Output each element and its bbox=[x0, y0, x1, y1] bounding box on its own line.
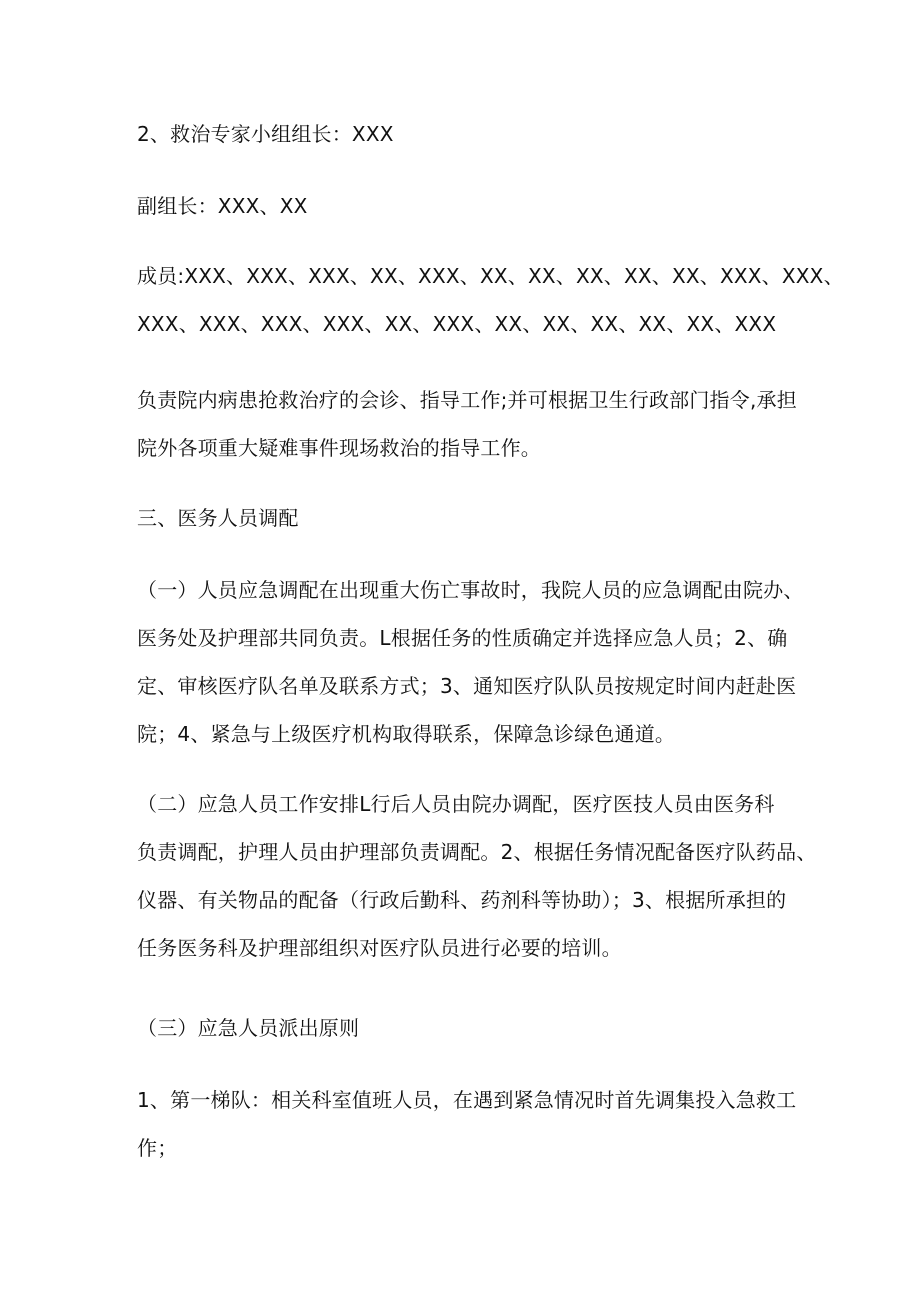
expert-group-leader bbox=[137, 110, 797, 158]
text-line: 院外各项重大疑难事件现场救治的指导工作。 bbox=[137, 436, 541, 460]
members-paragraph bbox=[137, 252, 844, 348]
text-line: 副组长：XXX、XX bbox=[137, 194, 308, 218]
section3-heading bbox=[137, 494, 797, 542]
text-line: （一）人员应急调配在出现重大伤亡事故时，我院人员的应急调配由院办、 bbox=[137, 578, 804, 602]
deputy-leader bbox=[137, 182, 797, 230]
text-line: 1、第一梯队：相关科室值班人员，在遇到紧急情况时首先调集投入急救工 bbox=[137, 1088, 797, 1112]
text-line: 负责院内病患抢救治疗的会诊、指导工作;并可根据卫生行政部门指令,承担 bbox=[137, 388, 797, 412]
text-line: 作； bbox=[137, 1136, 178, 1160]
text-line: 成员:XXX、XXX、XXX、XX、XXX、XX、XX、XX、XX、XX、XXX、XXX、 bbox=[137, 264, 844, 288]
text-line: XXX、XXX、XXX、XXX、XX、XXX、XX、XX、XX、XX、XX、XXX bbox=[137, 312, 777, 336]
subsection1-paragraph bbox=[137, 566, 804, 758]
echelon1-paragraph bbox=[137, 1076, 797, 1172]
text-line: （三）应急人员派出原则 bbox=[137, 1016, 360, 1040]
text-line: 定、审核医疗队名单及联系方式；3、通知医疗队队员按规定时间内赶赴医 bbox=[137, 674, 797, 698]
text-line: 2、救治专家小组组长：XXX bbox=[137, 122, 394, 146]
duty-paragraph bbox=[137, 376, 797, 472]
subsection3-heading bbox=[137, 1004, 797, 1052]
text-line: （二）应急人员工作安排L行后人员由院办调配，医疗医技人员由医务科 bbox=[137, 792, 775, 816]
subsection2-paragraph bbox=[137, 780, 817, 972]
text-line: 仪器、有关物品的配备（行政后勤科、药剂科等协助）；3、根据所承担的 bbox=[137, 888, 787, 912]
text-line: 任务医务科及护理部组织对医疗队员进行必要的培训。 bbox=[137, 936, 622, 960]
text-line: 三、医务人员调配 bbox=[137, 506, 299, 530]
text-line: 医务处及护理部共同负责。L根据任务的性质确定并选择应急人员；2、确 bbox=[137, 626, 788, 650]
text-line: 负责调配，护理人员由护理部负责调配。2、根据任务情况配备医疗队药品、 bbox=[137, 840, 817, 864]
text-line: 院；4、紧急与上级医疗机构取得联系，保障急诊绿色通道。 bbox=[137, 722, 676, 746]
